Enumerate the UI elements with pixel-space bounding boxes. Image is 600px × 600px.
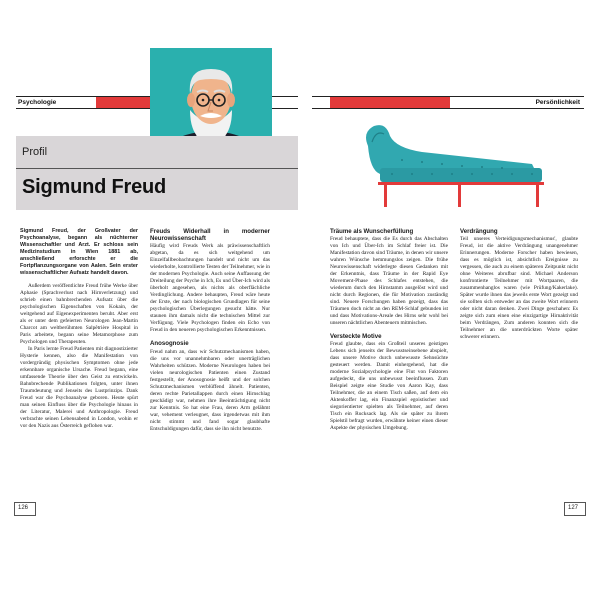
col1-paragraph-1: Außerdem veröffentlichte Freud frühe Werke über Aphasie (Sprachverlust nach Hirnverletzung) und schrieb einen bahnbrechenden Aufsatz über die psychologischen Eigenschaften von Kokain, der weitgehend auf Eigenexperimenten beruht. Aber erst als er unter dem gefeierten Neurologen Jean-Martin Charcot am weltberühmten Salpêtrière Hospital in Paris arbeitete, begann seine Metamorphose zum Psychologen und Therapeuten. [20,283,138,345]
col2-heading-2: Anosognosie [150,340,189,348]
right-header-rule-bottom [312,108,584,109]
right-page-number: 127 [568,505,579,511]
col3-heading-2: Versteckte Motive [330,333,382,341]
col2-paragraph-2: Freud nahm an, dass wir Schutzmechanismen haben, die uns vor unannehmbaren oder unerträglichen Wahrheiten schützen. Moderne Neurologen haben bei vielen neurologischen Patienten einen Zustand festgestellt, der Anosognosie heißt und der solchen Schutzmechanismen verblüffend ähnelt. Patienten, deren rechte Parietallappen durch einen Hirnschlag geschädigt war, nehmen ihre Beeinträchtigung nicht zur Kenntnis. So hat eine Frau, deren Arm gelähmt war, vehement verleugnet, dass irgendetwas mit ihm nicht stimmt und fand sogar glaubhafte Entschuldigungen dafür, dass sie ihn nicht benutzte. [150,348,270,432]
col2-paragraph-1: Häufig wird Freuds Werk als präwissenschaftlich abgetan, da es sich weitgehend um Einzelfallbeobachtungen handelt und nicht um das wiederholte, kontrollierte Testen der Teilnehmer, wie in der modernen Psychologie. Auch seine Auffassung der Dreiteilung der Psyche in Ich, Es und Über-Ich wird als überholt angesehen, als nichts als oberflächliche Verdinglichung. Andere behaupten, Freud wäre heute der Erste, der nach biologischen Grundlagen für seine psychologischen Überlegungen gesucht hätte. Nur staunen ihm damals nicht die technischen Mittel zur Verfügung. Viele Psychologen finden ein Echo von Freud in den neueren psychologischen Erkenntnissen. [150,243,270,334]
column-4 [460,228,578,341]
intro-paragraph: Sigmund Freud, der Großvater der Psychoanalyse, begann als nüchterner Wissenschaftler und Arzt. Er schloss sein Medizinstudium in Wien 1881 ab, anschließend erforschte er die Fortpflanzungsorgane von Aalen. Sein erster wissenschaftlicher Aufsatz handelt davon. [20,228,138,276]
left-page-number: 126 [18,505,29,511]
col3-paragraph-1: Freud behauptete, dass die Es durch das Abschalten von Ich und Über-Ich im Schlaf freier ist. Die Manifestation davon sind Träume, in denen wir unsere wahren Wünsche hemmungslos zeigen. Die frühe Neurowissenschaft widerlegte diesen Gedanken mit der Erkenntnis, dass Träume in der Rapid Eye Movement-Phase des Schlafes entstehen, die wiederum durch den Hirnstamm ausgelöst wird und nicht durch Regionen, die für Motivation zuständig sind. Neuere Forschungen haben gezeigt, dass das Träumen doch nicht an den REM-Schlaf gebunden ist und dass Motivations-Areale des Hirns sehr wohl bei unseren nächtlichen Abenteuern mitmischen. [330,236,448,327]
col3-heading-1: Träume als Wunscherfüllung [330,228,414,235]
col4-paragraph-1: Teil unseres Verteidigungsmechanismus', glaubte Freud, ist die aktive Verdrängung unangenehmer Erinnerungen. Moderne Forscher haben bewiesen, dass es möglich ist, absichtlich Ereignisse zu vergessen, die auch zu einem späteren Zeitpunkt nicht ohne Weiteres abrufbar sind. Michael Anderson konfrontierte Teilnehmer mit Wortpaaren, die zusammenhanglos waren (wie Prüfung/Kakerlake). Später wurde ihnen das jeweils erste Wort gezeigt und sie sollten sich entweder an das zweite Wort erinnern oder nicht daran denken. Zwei Dinge geschahen: Es zeigte sich zum einen eine einzigartige Hirnaktivität beim Verdrängen, Zum anderen konnten sich die Teilnehmer an die unterdrückten Worte später schwerer erinnern. [460,236,578,341]
chaise-longue-illustration [362,112,562,212]
column-1 [20,228,138,430]
right-red-bar [330,97,450,108]
right-section-label: Persönlichkeit [535,99,580,106]
col4-heading-1: Verdrängung [460,228,498,235]
col1-paragraph-2: In Paris lernte Freud Patienten mit diagnostizierter Hysterie kennen, also die Manifestation von vordergründig physischen Symptomen ohne jede erkennbare organische Ursache. Freud begann, eine umfassende Theorie über den Geist zu entwickeln. Bahnbrechende Publikationen folgten, unter ihnen Traumdeutung und Jenseits des Lustprinzips. Dank Freud war die Psychoanalyse geboren. Heute spürt man seinen Einfluss über die Psychologie hinaus in der Literatur, Malerei und Anthropologie. Freud verbrachte seinen Lebensabend in London, wohin er vor den Nazis aus Österreich geflohen war. [20,346,138,429]
left-red-bar [96,97,150,108]
column-3 [330,228,448,432]
col2-heading-1: Freuds Widerhall in moderner Neurowissenschaft [150,228,270,243]
col3-paragraph-2: Freud glaubte, dass ein Großteil unseres geistigen Lebens sich jenseits der Bewusstseinsebene abspielt, dass unsere Motive durch unbewusste Sehnsüchte gesteuert werden. Damit einhergehend, hat die moderne Sozialpsychologie eine Flut von Faktoren aufgedeckt, die uns unbewusst beeinflussen. Zum Beispiel zeigte eine Studie von Aaron Kay, dass Teilnehmer, die an einem Tisch saßen, auf dem ein Aktenkoffer lag, ein Finanzspiel egoistischer und siegorientierter spielten als Teilnehmer, auf deren Tisch ein Rucksack lag. Als sie später zu ihrem Spielstil befragt wurden, erwähnte keiner einen dieser Aspekte der physischen Umgebung. [330,341,448,432]
profile-divider [16,168,298,169]
page-title: Sigmund Freud [22,176,167,198]
profile-label: Profil [22,146,48,158]
left-section-label: Psychologie [18,99,57,106]
column-2 [150,228,270,433]
